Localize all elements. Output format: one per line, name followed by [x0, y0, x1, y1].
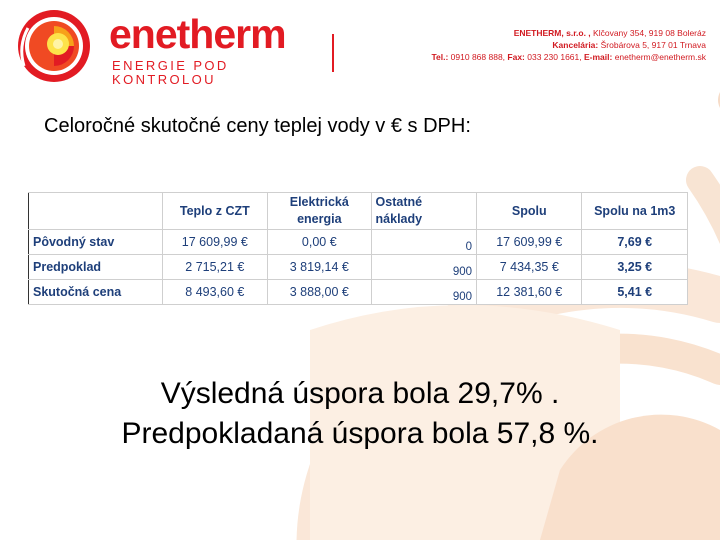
table-cell: 900 [371, 255, 476, 280]
table-header-corner [29, 193, 163, 230]
company-contact-block [406, 27, 706, 63]
price-table [28, 192, 688, 305]
table-cell: 0,00 € [268, 230, 371, 255]
contact-office-line: Kancelária: Šrobárova 5, 917 01 Trnava [552, 40, 706, 50]
table-cell: 7,69 € [582, 230, 688, 255]
table-cell: 17 609,99 € [162, 230, 267, 255]
table-cell: 5,41 € [582, 280, 688, 305]
logo-divider [332, 34, 334, 72]
row-label: Predpoklad [29, 255, 163, 280]
table-cell: 900 [371, 280, 476, 305]
table-header-cell: Spolu na 1m3 [582, 193, 688, 230]
enetherm-flame-logo-icon [14, 6, 94, 86]
table-row [29, 230, 688, 255]
summary-expected-savings: Predpokladaná úspora bola 57,8 %. [121, 417, 599, 450]
logo-tagline: ENERGIE POD KONTROLOU [112, 58, 229, 87]
table-cell: 17 609,99 € [477, 230, 582, 255]
contact-address-line: ENETHERM, s.r.o. , Klčovany 354, 919 08 Boleráz [513, 28, 706, 38]
savings-summary [0, 374, 720, 454]
table-cell: 7 434,35 € [477, 255, 582, 280]
table-cell: 2 715,21 € [162, 255, 267, 280]
table-cell: 12 381,60 € [477, 280, 582, 305]
table-row [29, 280, 688, 305]
table-cell: 3 819,14 € [268, 255, 371, 280]
contact-phone-line: Tel.: 0910 868 888, Fax: 033 230 1661, E-mail: enetherm@enetherm.sk [431, 52, 706, 62]
table-header-cell: Spolu [477, 193, 582, 230]
table-cell: 3 888,00 € [268, 280, 371, 305]
table-cell: 0 [371, 230, 476, 255]
table-cell: 3,25 € [582, 255, 688, 280]
table-cell: 8 493,60 € [162, 280, 267, 305]
table-header-cell: Ostatné náklady [371, 193, 476, 230]
table-header-row [29, 193, 688, 230]
row-label: Pôvodný stav [29, 230, 163, 255]
page-heading: Celoročné skutočné ceny teplej vody v € s DPH: [44, 115, 471, 137]
table-header-cell: Elektrická energia [268, 193, 371, 230]
table-header-cell: Teplo z CZT [162, 193, 267, 230]
logo-wordmark: enetherm [109, 11, 286, 57]
company-logo [14, 6, 314, 87]
summary-actual-savings: Výsledná úspora bola 29,7% . [160, 377, 560, 410]
row-label: Skutočná cena [29, 280, 163, 305]
table-row [29, 255, 688, 280]
